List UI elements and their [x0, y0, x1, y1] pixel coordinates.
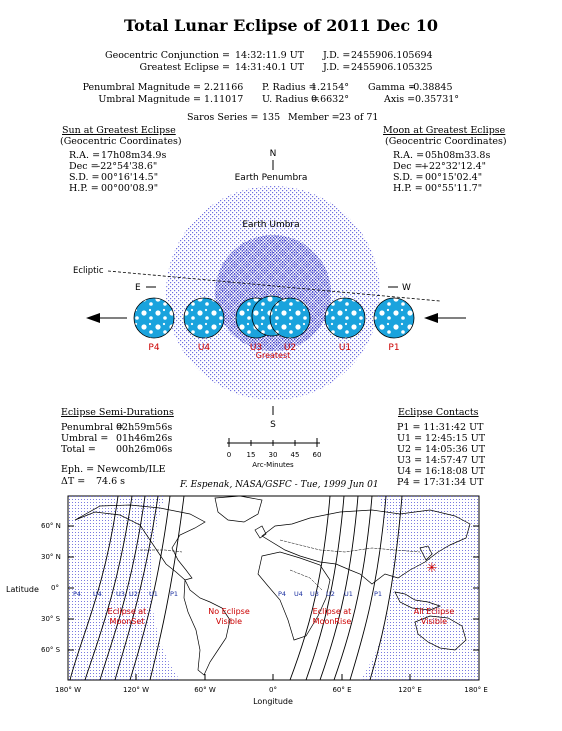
moon-label-u4: U4 [197, 343, 211, 353]
moon-ra: 05h08m33.8s [425, 150, 491, 161]
umbra-label: Earth Umbra [242, 220, 300, 230]
moon-label-u2: U2 [283, 343, 297, 353]
moon-label-p4: P4 [148, 343, 160, 353]
lon-180w: 180° W [54, 686, 82, 694]
umbral-magnitude-label: Umbral Magnitude = [98, 94, 201, 105]
lon-120e: 120° E [398, 686, 422, 694]
delta-t: 74.6 s [96, 476, 126, 487]
moon-u2 [270, 298, 310, 338]
penumbra-label: Earth Penumbra [234, 173, 308, 183]
umbral-magnitude: 1.11017 [204, 94, 244, 105]
u-radius: 0.6632° [311, 94, 349, 105]
greatest-eclipse-jd: 2455906.105325 [351, 62, 433, 73]
conjunction-time: 14:32:11.9 UT [235, 50, 305, 61]
total-duration-label: Total = [61, 444, 96, 455]
greatest-eclipse-label: Greatest Eclipse = [139, 62, 230, 73]
sun-ra-label: R.A. = [69, 150, 101, 161]
moon-p1 [374, 298, 414, 338]
arc-minute-scale [227, 438, 322, 469]
page-title: Total Lunar Eclipse of 2011 Dec 10 [124, 16, 438, 35]
gamma-label: Gamma = [368, 82, 416, 93]
conjunction-label: Geocentric Conjunction = [104, 50, 230, 61]
moon-title: Moon at Greatest Eclipse [383, 125, 506, 136]
region-moonset-line2: MoonSet [109, 617, 145, 626]
moon-ra-label: R.A. = [393, 150, 425, 161]
penumbral-magnitude: 2.21166 [204, 82, 244, 93]
map-left-u2: U2 [129, 590, 138, 598]
lon-60e: 60° E [332, 686, 352, 694]
axis-label: Axis = [384, 94, 416, 105]
map-right-p1: P1 [374, 590, 383, 598]
penumbral-duration: 02h59m56s [116, 422, 173, 433]
region-noeclipse-line2: Visible [215, 617, 243, 626]
motion-arrowhead-left [86, 313, 100, 323]
subearth-point-icon: ✳ [426, 561, 438, 576]
sun-hp-label: H.P. = [69, 183, 99, 194]
map-xlabel: Longitude [253, 697, 293, 706]
lon-120w: 120° W [122, 686, 150, 694]
penumbral-duration-label: Penumbral = [61, 422, 125, 433]
lon-60w: 60° W [194, 686, 216, 694]
saros-label: Saros Series = [187, 112, 259, 123]
contact-p1: P1 = 11:31:42 UT [397, 422, 484, 433]
moon-label-u3: U3 [249, 343, 263, 353]
gamma: -0.38845 [410, 82, 453, 93]
greatest-label: Greatest [255, 351, 291, 360]
map-right-u3: U3 [310, 590, 319, 598]
region-moonrise-line1: Eclipse at [312, 607, 352, 616]
conjunction-jd-label: J.D. = [323, 50, 351, 61]
delta-t-label: ΔT = [61, 476, 86, 487]
map-right-u4: U4 [294, 590, 303, 598]
motion-arrowhead-right [424, 313, 438, 323]
sun-ra: 17h08m34.9s [101, 150, 167, 161]
region-moonset-line1: Eclipse at [107, 607, 147, 616]
lat-60s: 60° S [41, 646, 61, 654]
durations-title: Eclipse Semi-Durations [61, 407, 174, 418]
conjunction-jd: 2455906.105694 [351, 50, 433, 61]
map-ylabel: Latitude [6, 585, 39, 594]
contacts-title: Eclipse Contacts [398, 407, 479, 418]
greatest-eclipse-jd-label: J.D. = [323, 62, 351, 73]
visibility-map [0, 490, 562, 715]
moon-sd: 00°15'02.4" [425, 172, 483, 183]
greatest-eclipse-time: 14:31:40.1 UT [235, 62, 305, 73]
moon-subtitle: (Geocentric Coordinates) [385, 136, 507, 147]
lat-30n: 30° N [41, 553, 61, 561]
scale-label-60: 60 [312, 451, 322, 459]
contact-u4: U4 = 16:18:08 UT [397, 466, 486, 477]
map-right-u1: U1 [344, 590, 353, 598]
contact-u2: U2 = 14:05:36 UT [397, 444, 486, 455]
lat-60n: 60° N [41, 522, 61, 530]
lon-0: 0° [269, 686, 277, 694]
scale-label-30: 30 [268, 451, 278, 459]
north-label: N [269, 149, 277, 159]
map-left-u4: U4 [93, 590, 102, 598]
moon-dec-label: Dec = [393, 161, 423, 172]
region-all-line1: All Eclipse [413, 607, 455, 616]
u-radius-label: U. Radius = [262, 94, 320, 105]
map-left-u1: U1 [149, 590, 158, 598]
region-noeclipse-line1: No Eclipse [208, 607, 250, 616]
p-radius: 1.2154° [311, 82, 349, 93]
axis: 0.35731° [415, 94, 460, 105]
region-moonrise-line2: MoonRise [312, 617, 352, 626]
umbral-duration: 01h46m26s [116, 433, 173, 444]
p-radius-label: P. Radius = [262, 82, 317, 93]
ephemeris: Eph. = Newcomb/ILE [61, 464, 166, 475]
sun-sd-label: S.D. = [69, 172, 100, 183]
region-all-line2: Visible [420, 617, 448, 626]
moon-sd-label: S.D. = [393, 172, 424, 183]
lat-0: 0° [51, 584, 59, 592]
moon-u1 [325, 298, 365, 338]
scale-label-0: 0 [226, 451, 232, 459]
moon-label-u1: U1 [338, 343, 352, 353]
west-label: W [402, 283, 411, 293]
sun-hp: 00°00'08.9" [101, 183, 159, 194]
saros: 135 [262, 112, 281, 123]
lat-30s: 30° S [41, 615, 61, 623]
moon-hp: 00°55'11.7" [425, 183, 483, 194]
east-label: E [135, 283, 141, 293]
sun-title: Sun at Greatest Eclipse [62, 125, 176, 136]
map-right-u2: U2 [326, 590, 335, 598]
map-right-p4: P4 [278, 590, 287, 598]
map-left-p1: P1 [170, 590, 179, 598]
moon-dec: +22°32'12.4" [421, 161, 487, 172]
scale-unit: Arc-Minutes [252, 461, 294, 469]
moon-p4 [134, 298, 174, 338]
sun-subtitle: (Geocentric Coordinates) [60, 136, 182, 147]
sun-dec-label: Dec = [69, 161, 99, 172]
sun-sd: 00°16'14.5" [101, 172, 159, 183]
total-duration: 00h26m06s [116, 444, 173, 455]
sun-dec: -22°54'38.6" [97, 161, 158, 172]
credit-line: F. Espenak, NASA/GSFC - Tue, 1999 Jun 01 [180, 480, 379, 490]
scale-label-45: 45 [290, 451, 300, 459]
contact-u3: U3 = 14:57:47 UT [397, 455, 486, 466]
contact-p4: P4 = 17:31:34 UT [397, 477, 484, 488]
map-left-u3: U3 [116, 590, 125, 598]
lat-tick-labels [41, 522, 61, 654]
penumbral-magnitude-label: Penumbral Magnitude = [82, 82, 201, 93]
member: 23 of 71 [339, 112, 379, 123]
member-label: Member = [288, 112, 340, 123]
lon-tick-labels [55, 686, 488, 694]
lon-180e: 180° E [464, 686, 488, 694]
umbral-duration-label: Umbral = [61, 433, 109, 444]
scale-label-15: 15 [246, 451, 256, 459]
south-label: S [270, 420, 276, 430]
contact-u1: U1 = 12:45:15 UT [397, 433, 486, 444]
map-left-p4: P4 [73, 590, 82, 598]
moon-hp-label: H.P. = [393, 183, 423, 194]
moon-label-p1: P1 [388, 343, 400, 353]
moon-u4 [184, 298, 224, 338]
ecliptic-label: Ecliptic [73, 266, 104, 276]
